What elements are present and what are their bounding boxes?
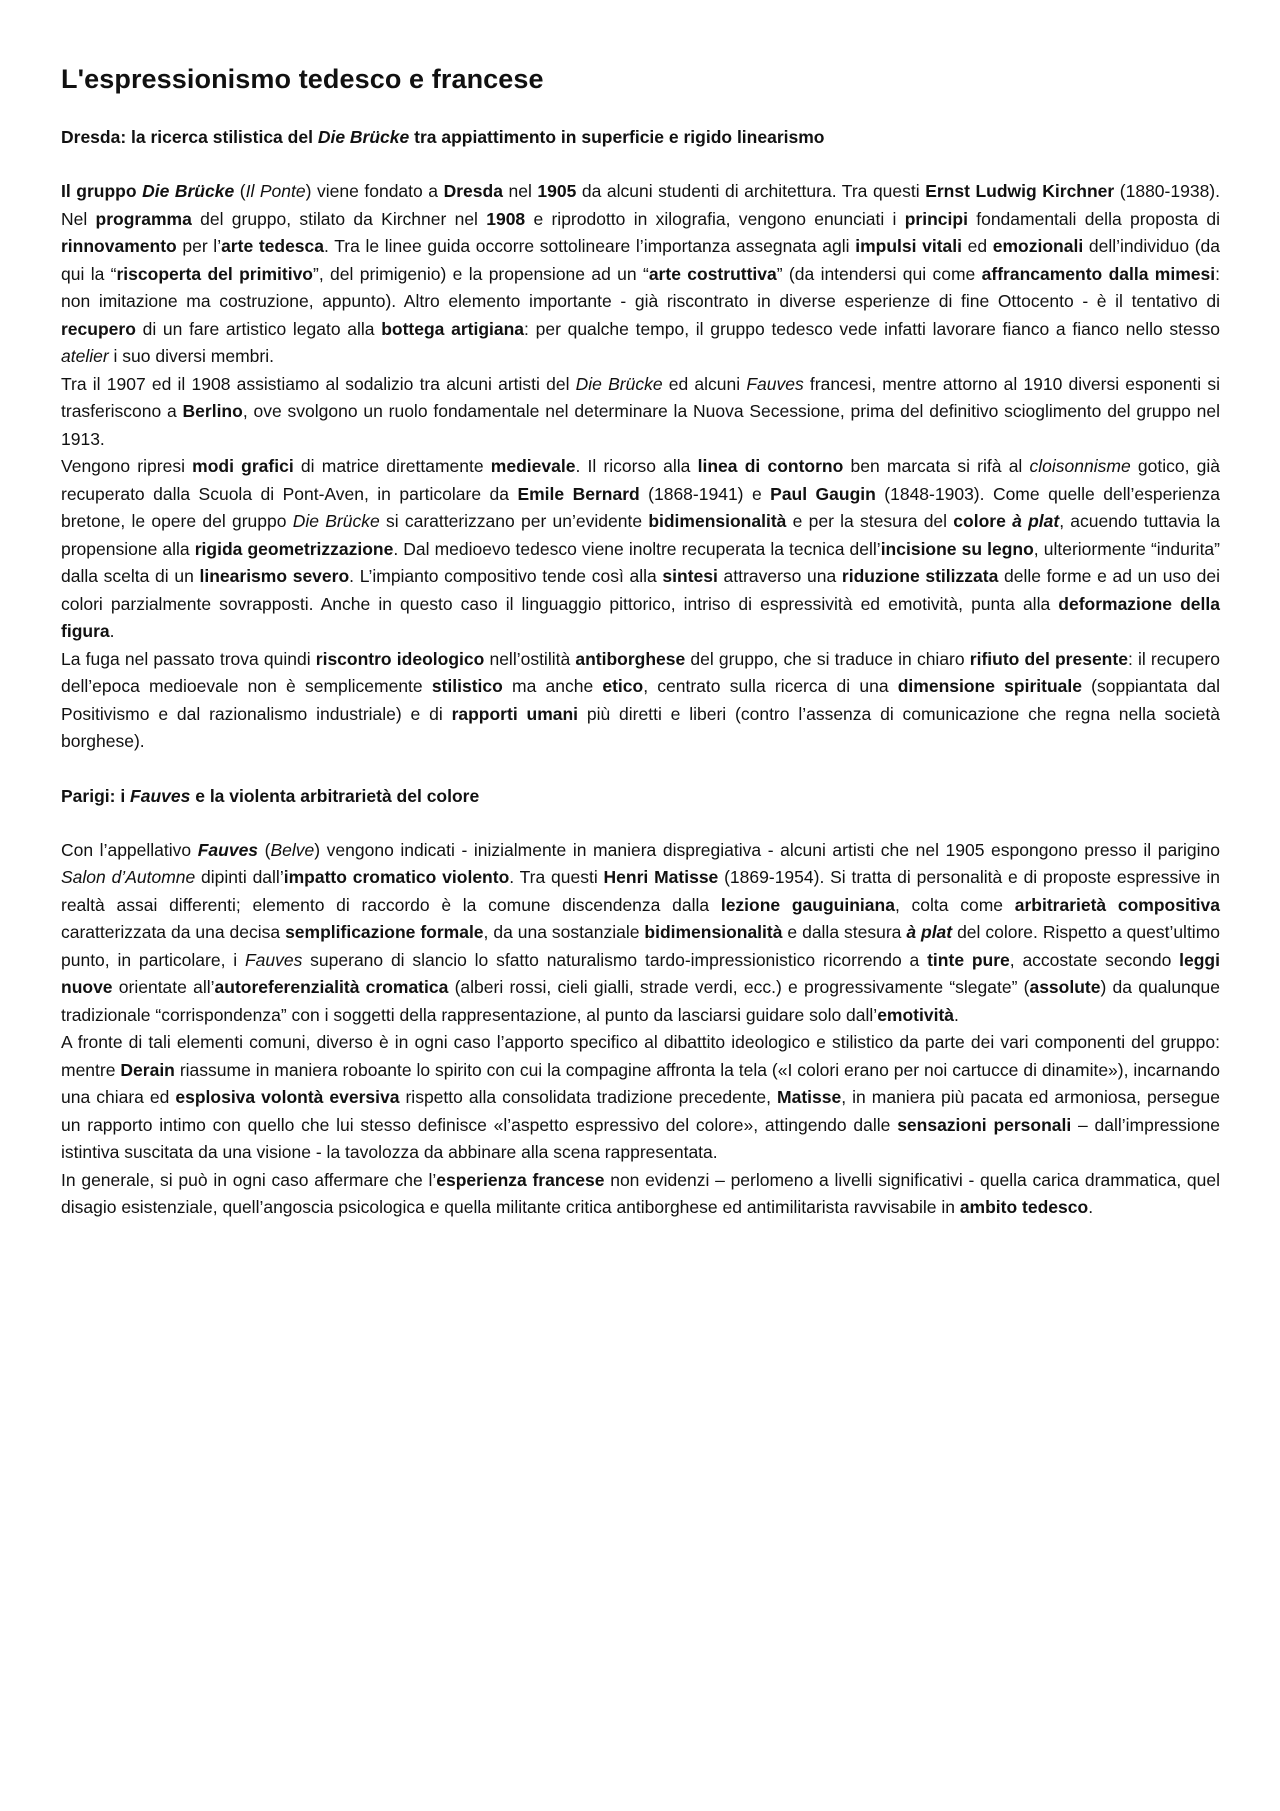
emphasis-text: Fauves — [244, 949, 303, 970]
emphasis-text: Belve — [270, 839, 315, 860]
emphasis-text: bidimensionalità — [644, 922, 783, 942]
section-heading-dresda: Dresda: la ricerca stilistica del Die Brücke tra appiattimento in superficie e rigido linearismo — [61, 127, 825, 147]
emphasis-text: Matisse — [777, 1087, 842, 1107]
section-heading-parigi: Parigi: i Fauves e la violenta arbitrarietà del colore — [61, 785, 480, 806]
emphasis-text: rigida geometrizzazione — [194, 538, 394, 559]
emphasis-text: 1905 — [537, 181, 577, 201]
emphasis-text: rinnovamento — [61, 236, 177, 256]
emphasis-text: riscoperta del primitivo — [116, 263, 313, 284]
emphasis-text: riscontro ideologico — [315, 648, 485, 669]
emphasis-text: affrancamento dalla mimesi — [981, 263, 1216, 284]
emphasis-text: autoreferenzialità cromatica — [214, 977, 449, 997]
emphasis-text: esplosiva volontà eversiva — [175, 1087, 400, 1107]
emphasis-text: Paul Gaugin — [770, 483, 876, 504]
emphasis-text: Berlino — [182, 401, 243, 421]
emphasis-text: Die Brücke — [142, 181, 235, 201]
emphasis-text: linea di contorno — [697, 456, 844, 476]
emphasis-text: ambito tedesco — [959, 1197, 1089, 1217]
emphasis-text: medievale — [490, 456, 576, 476]
emphasis-text: stilistico — [431, 676, 503, 696]
emphasis-text: deformazione della figura — [61, 593, 1220, 641]
paragraph: Il gruppo Die Brücke (Il Ponte) viene fondato a Dresda nel 1905 da alcuni studenti di architettura. Tra questi Ernst Ludwig Kirchner (1880-1938). Nel programma del gruppo, stilato da Kirchner nel 1908 e riprodotto in xilografia, vengono enunciati i principi fondamentali della proposta di rinnovamento per l’arte tedesca. Tra le linee guida occorre sottolineare l’importanza assegnata agli impulsi vitali ed emozionali dell’individuo (da qui la “riscoperta del primitivo”, del primigenio) e la propensione ad un “arte costruttiva” (da intendersi qui come affrancamento dalla mimesi: non imitazione ma costruzione, appunto). Altro elemento importante - già riscontrato in diverse esperienze di fine Ottocento - è il tentativo di recupero di un fare artistico legato alla bottega artigiana: per qualche tempo, il gruppo tedesco vede infatti lavorare fianco a fianco nello stesso atelier i suo diversi membri. — [61, 181, 1220, 366]
emphasis-text: impatto cromatico violento — [283, 867, 510, 887]
emphasis-text: Fauves — [197, 839, 259, 860]
paragraph: Vengono ripresi modi grafici di matrice direttamente medievale. Il ricorso alla linea di contorno ben marcata si rifà al cloisonnisme gotico, già recuperato dalla Scuola di Pont-Aven, in particolare da Emile Bernard (1868-1941) e Paul Gaugin (1848-1903). Come quelle dell’esperienza bretone, le opere del gruppo Die Brücke si caratterizzano per un’evidente bidimensionalità e per la stesura del colore à plat, acuendo tuttavia la propensione alla rigida geometrizzazione. Dal medioevo tedesco viene inoltre recuperata la tecnica dell’incisione su legno, ulteriormente “indurita” dalla scelta di un linearismo severo. L’impianto compositivo tende così alla sintesi attraverso una riduzione stilizzata delle forme e ad un uso dei colori parzialmente sovrapposti. Anche in questo caso il linguaggio pittorico, intriso di espressività ed emotività, punta alla deformazione della figura. — [61, 456, 1221, 641]
emphasis-text: linearismo severo — [199, 566, 350, 586]
paragraph: In generale, si può in ogni caso affermare che l’esperienza francese non evidenzi – perlomeno a livelli significativi - quella carica drammatica, quel disagio esistenziale, quell’angoscia psicologica e quella militante critica antiborghese ed antimilitarista ravvisabile in ambito tedesco. — [61, 1169, 1220, 1217]
emphasis-text: antiborghese — [575, 648, 686, 669]
emphasis-text: 1908 — [486, 208, 526, 229]
emphasis-text: arte tedesca — [221, 236, 325, 256]
paragraph: Tra il 1907 ed il 1908 assistiamo al sodalizio tra alcuni artisti del Die Brücke ed alcuni Fauves francesi, mentre attorno al 1910 diversi esponenti si trasferiscono a Berlino, ove svolgono un ruolo fondamentale nel determinare la Nuova Secessione, prima del definitivo scioglimento del gruppo nel 1913. — [61, 373, 1221, 449]
emphasis-text: arbitrarietà compositiva — [1014, 894, 1221, 915]
emphasis-text: Henri Matisse — [603, 867, 719, 887]
emphasis-text: impulsi vitali — [855, 236, 962, 256]
emphasis-text: atelier — [61, 346, 109, 366]
emphasis-text: Ernst Ludwig Kirchner — [925, 181, 1115, 201]
emphasis-text: Il gruppo — [61, 181, 143, 201]
emphasis-text: tinte pure — [927, 949, 1010, 970]
emphasis-text: Fauves — [746, 373, 804, 394]
emphasis-text: bidimensionalità — [648, 511, 787, 531]
emphasis-text: dimensione spirituale — [897, 676, 1082, 696]
emphasis-text: Emile Bernard — [517, 483, 640, 504]
emphasis-text: assolute — [1029, 977, 1101, 997]
emphasis-text: cloisonnisme — [1029, 456, 1131, 476]
emphasis-text: etico — [602, 676, 644, 696]
emphasis-text: Die Brücke — [292, 511, 380, 531]
paragraph: Con l’appellativo Fauves (Belve) vengono indicati - inizialmente in maniera dispregiativa - alcuni artisti che nel 1905 espongono presso il parigino Salon d’Automne dipinti dall’impatto cromatico violento. Tra questi Henri Matisse (1869-1954). Si tratta di personalità e di proposte espressive in realtà assai differenti; elemento di raccordo è la comune discendenza dalla lezione gauguiniana, colta come arbitrarietà compositiva caratterizzata da una decisa semplificazione formale, da una sostanziale bidimensionalità e dalla stesura à plat del colore. Rispetto a quest’ultimo punto, in particolare, i Fauves superano di slancio lo sfatto naturalismo tardo-impressionistico ricorrendo a tinte pure, accostate secondo leggi nuove orientate all’autoreferenzialità cromatica (alberi rossi, cieli gialli, strade verdi, ecc.) e progressivamente “slegate” (assolute) da qualunque tradizionale “corrispondenza” con i soggetti della rappresentazione, al punto da lasciarsi guidare solo dall’emotività. — [61, 839, 1221, 1025]
emphasis-text: leggi nuove — [61, 949, 1220, 997]
emphasis-text: modi grafici — [192, 456, 294, 476]
emphasis-text: principi — [904, 208, 968, 229]
emphasis-text: Die Brücke — [317, 127, 410, 147]
page-title: L'espressionismo tedesco e francese — [61, 64, 544, 94]
emphasis-text: colore — [953, 511, 1013, 531]
emphasis-text: Il Ponte — [245, 181, 306, 201]
emphasis-text: lezione gauguiniana — [720, 894, 895, 915]
paragraph: A fronte di tali elementi comuni, diverso è in ogni caso l’apporto specifico al dibattito ideologico e stilistico da parte dei vari componenti del gruppo: mentre Derain riassume in maniera roboante lo spirito con cui la compagine affronta la tela («I colori erano per noi cartucce di dinamite»), incarnando una chiara ed esplosiva volontà eversiva rispetto alla consolidata tradizione precedente, Matisse, in maniera più pacata ed armoniosa, persegue un rapporto intimo con quello che lui stesso definisce «l’aspetto espressivo del colore», attingendo dalle sensazioni personali – dall’impressione istintiva suscitata da una visione - la tavolozza da abbinare alla scena rappresentata. — [61, 1032, 1221, 1162]
emphasis-text: sensazioni personali — [897, 1114, 1072, 1135]
emphasis-text: rifiuto del presente — [969, 648, 1128, 669]
section-body-dresda — [61, 178, 1220, 756]
emphasis-text: Derain — [120, 1059, 175, 1080]
emphasis-text: programma — [95, 208, 192, 229]
emphasis-text: bottega artigiana — [381, 318, 525, 339]
paragraph: La fuga nel passato trova quindi riscontro ideologico nell’ostilità antiborghese del gruppo, che si traduce in chiaro rifiuto del presente: il recupero dell’epoca medioevale non è semplicemente stilistico ma anche etico, centrato sulla ricerca di una dimensione spirituale (soppiantata dal Positivismo e dal razionalismo industriale) e di rapporti umani più diretti e liberi (contro l’assenza di comunicazione che regna nella società borghese). — [61, 648, 1221, 751]
emphasis-text: arte costruttiva — [648, 263, 777, 284]
emphasis-text: rapporti umani — [451, 703, 579, 724]
emphasis-text: incisione su legno — [880, 538, 1034, 559]
emphasis-text: à plat — [906, 922, 953, 942]
emphasis-text: Dresda — [443, 181, 503, 201]
emphasis-text: semplificazione formale — [285, 922, 484, 942]
emphasis-text: riduzione stilizzata — [841, 566, 999, 586]
emphasis-text: recupero — [61, 318, 136, 339]
emphasis-text: à plat — [1012, 511, 1060, 531]
section-body-parigi — [61, 837, 1220, 1222]
emphasis-text: Fauves — [130, 785, 191, 806]
emphasis-text: Salon d’Automne — [61, 867, 196, 887]
emphasis-text: Die Brücke — [575, 373, 663, 394]
emphasis-text: emozionali — [992, 236, 1084, 256]
emphasis-text: esperienza francese — [436, 1169, 605, 1190]
emphasis-text: sintesi — [662, 566, 718, 586]
emphasis-text: emotività — [877, 1004, 955, 1025]
